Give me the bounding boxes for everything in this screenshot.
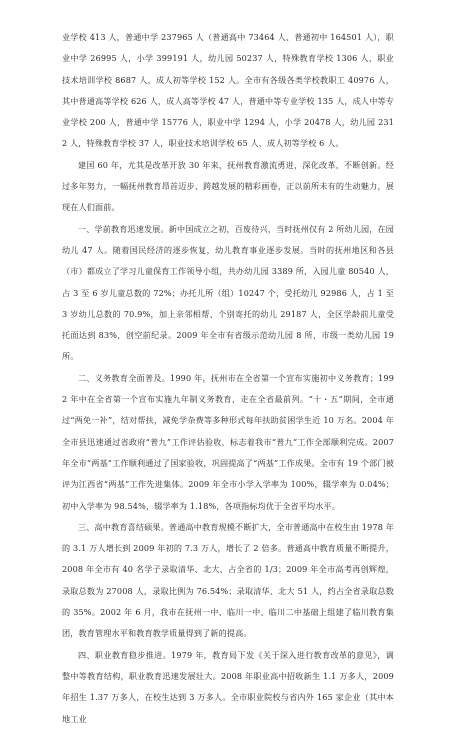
paragraph-high-school: 三、高中教育喜结硕果。普通高中教育规模不断扩大，全市普通高中在校生由 1978 年的 3.1 万人增长到 2009 年初的 7.3 万人，增长了 2 倍多。普通高中教育质量不断提升，2008 年全市有 40 名学子录取清华、北大，占全省的 1/3；2009 年全市高考再创辉煌，录取总数为 27008 人，录取比例为 76.54%；录取清华、北大 51 人，约占全省录取总数的 35%。2002 年 6 月，我市在抚州一中、临川一中、临川二中基础上组建了临川教育集团，教育管理水平和教育教学质量得到了新的提高。 <box>62 521 394 639</box>
paragraph-compulsory-education: 二、义务教育全面普及。1990 年，抚州市在全省第一个宣布实施初中义务教育；1992 年中在全省第一个宣布实施九年制义务教育，走在全省最前列。“十・五”期间，全市通过“两免一补”，结对帮扶，减免学杂费等多种形式每年扶助贫困学生近 10 万名。2004 年全市县迅速通过省政府“普九”工作评估验收，标志着我市“普九”工作全部顺利完成。2007 年全市“两基”工作顺利通过了国家验收，巩固提高了“两基”工作成果。全市有 19 个部门被评为江西省“两基”工作先进集体。2009 年全市小学入学率为 100%，辍学率为 0.04%；初中入学率为 98.54%，辍学率为 1.18%，各项指标均优于全省平均水平。 <box>62 372 394 511</box>
paragraph-vocational: 四、职业教育稳步推进。1979 年，教育局下发《关于深入进行教育改革的意见》，调整中等教育结构，职业教育迅速发展壮大。2008 年职业高中招收新生 1.1 万多人，2009 年招生 1.37 万多人，在校生达到 3 万多人。全市职业院校与省内外 165 家企业（其中本地工业 <box>62 649 394 724</box>
paragraph-school-counts: 业学校 413 人，普通中学 237965 人（普通高中 73464 人、普通初中 164501 人），职业中学 26995 人，小学 399191 人，幼儿园 50237 人，特殊教育学校 1306 人，职业技术培训学校 8687 人，成人初等学校 152 人。全市有各级各类学校教职工 40976 人，其中普通高等学校 626 人，成人高等学校 47 人，普通中等专业学校 135 人，成人中等专业学校 200 人，普通中学 15776 人，职业中学 1294 人，小学 20478 人，幼儿园 2312 人，特殊教育学校 37 人，职业技术培训学校 65 人，成人初等学校 6 人。 <box>62 32 394 149</box>
paragraph-preschool: 一、学前教育迅速发展。新中国成立之初，百废待兴，当时抚州仅有 2 所幼儿园，在园幼儿 47 人。随着国民经济的逐步恢复，幼儿教育事业逐步发展。当时的抚州地区和各县（市）都成立了学习儿童保育工作领导小组，共办幼儿园 3389 所，入园儿童 80540 人，占 3 至 6 岁儿童总数的 72%；办托儿所（组）10247 个，受托幼儿 92986 人，占 1 至 3 岁幼儿总数的 70.9%，加上亲邻相帮、个别寄托的幼儿 29187 人，全区学龄前儿童受托面达到 83%，创空前纪录。2009 年全市有省级示范幼儿园 8 所，市级一类幼儿园 19 所。 <box>62 223 394 362</box>
paragraph-sixty-years: 建国 60 年，尤其是改革开放 30 年来，抚州教育激流勇进，深化改革，不断创新。经过多年努力，一幅抚州教育昂首迈步、跨越发展的精彩画卷，正以前所未有的生动魅力，展现在人们面前。 <box>62 159 394 213</box>
document-body <box>62 27 394 730</box>
